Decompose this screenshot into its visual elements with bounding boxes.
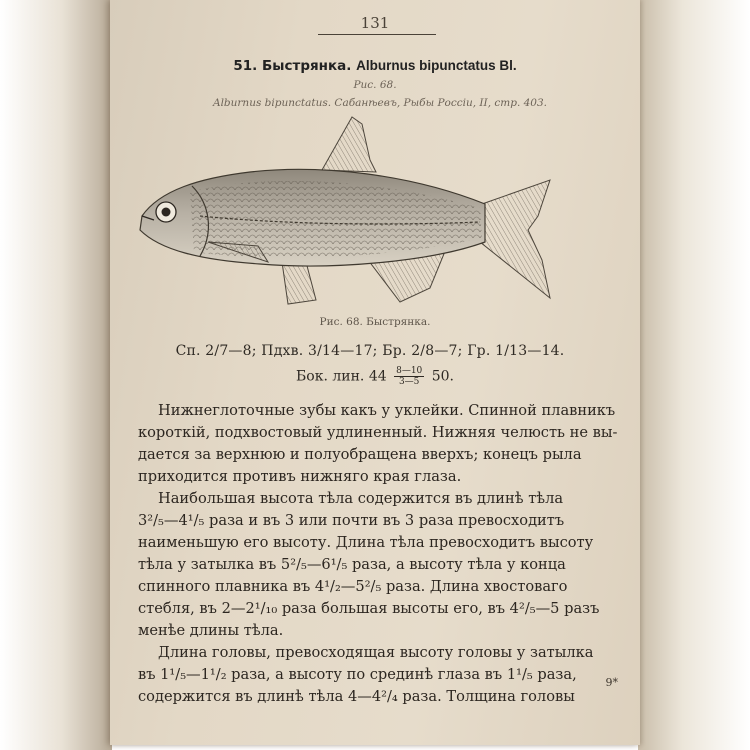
body-line-8: тѣла у затылка въ 5²/₅—6¹/₅ раза, а высоту тѣла у конца <box>138 556 566 573</box>
background-right <box>638 0 750 750</box>
body-line-13: въ 1¹/₅—1¹/₂ раза, а высоту по срединѣ глаза въ 1¹/₅ раза, <box>138 666 577 683</box>
printer-signature: 9* <box>605 676 618 689</box>
background-left <box>0 0 112 750</box>
citation: Alburnus bipunctatus. Сабанѣевъ, Рыбы Россіи, II, стр. 403. <box>212 97 547 109</box>
body-line-14: содержится въ длинѣ тѣла 4—4²/₄ раза. Толщина головы <box>138 688 575 705</box>
body-line-4: приходится противъ нижняго края глаза. <box>138 468 462 485</box>
body-line-12: Длина головы, превосходящая высоту головы у затылка <box>158 644 594 661</box>
body-line-10: стебля, въ 2—2¹/₁₀ раза большая высоты его, въ 4²/₅—5 разъ <box>138 600 600 617</box>
tail-fin <box>480 180 550 298</box>
page-number: 131 <box>360 14 390 32</box>
page-number-rule <box>318 34 436 35</box>
dorsal-fin <box>322 117 376 172</box>
body-line-7: наименьшую его высоту. Длина тѣла превосходитъ высоту <box>138 534 594 551</box>
body-line-5: Наибольшая высота тѣла содержится въ длинѣ тѣла <box>158 490 564 507</box>
body-line-1: Нижнеглоточные зубы какъ у уклейки. Спинной плавникъ <box>158 402 616 419</box>
figure-caption: Рис. 68. Быстрянка. <box>319 316 431 328</box>
body-line-11: менѣе длины тѣла. <box>138 622 284 639</box>
species-title-russian: 51. Быстрянка. <box>233 58 352 74</box>
body-line-2: короткій, подхвостовый удлиненный. Нижняя челюсть не вы- <box>138 424 618 441</box>
lateral-prefix: Бок. лин. 44 <box>296 368 387 385</box>
body-line-9: спинного плавника въ 4¹/₂—5²/₅ раза. Длина хвостоваго <box>138 578 568 595</box>
book-page <box>110 0 640 745</box>
fraction-top: 8—10 <box>396 366 423 376</box>
fin-formula: Сп. 2/7—8; Пдхв. 3/14—17; Бр. 2/8—7; Гр. 1/13—14. <box>175 343 565 359</box>
lateral-line-formula <box>110 366 640 387</box>
species-heading <box>130 58 620 74</box>
lateral-suffix: 50. <box>431 368 454 385</box>
body-line-3: дается за верхнюю и полуобращена вверхъ; конецъ рыла <box>138 446 582 463</box>
fraction-bottom: 3—5 <box>398 377 420 387</box>
lateral-fraction <box>394 366 424 387</box>
species-title-latin: Alburnus bipunctatus Bl. <box>356 58 517 73</box>
figure-reference: Рис. 68. <box>353 79 397 91</box>
body-line-6: 3²/₅—4¹/₅ раза и въ 3 или почти въ 3 раза превосходитъ <box>138 512 565 529</box>
pelvic-fin <box>282 262 316 304</box>
fish-illustration <box>130 112 560 312</box>
